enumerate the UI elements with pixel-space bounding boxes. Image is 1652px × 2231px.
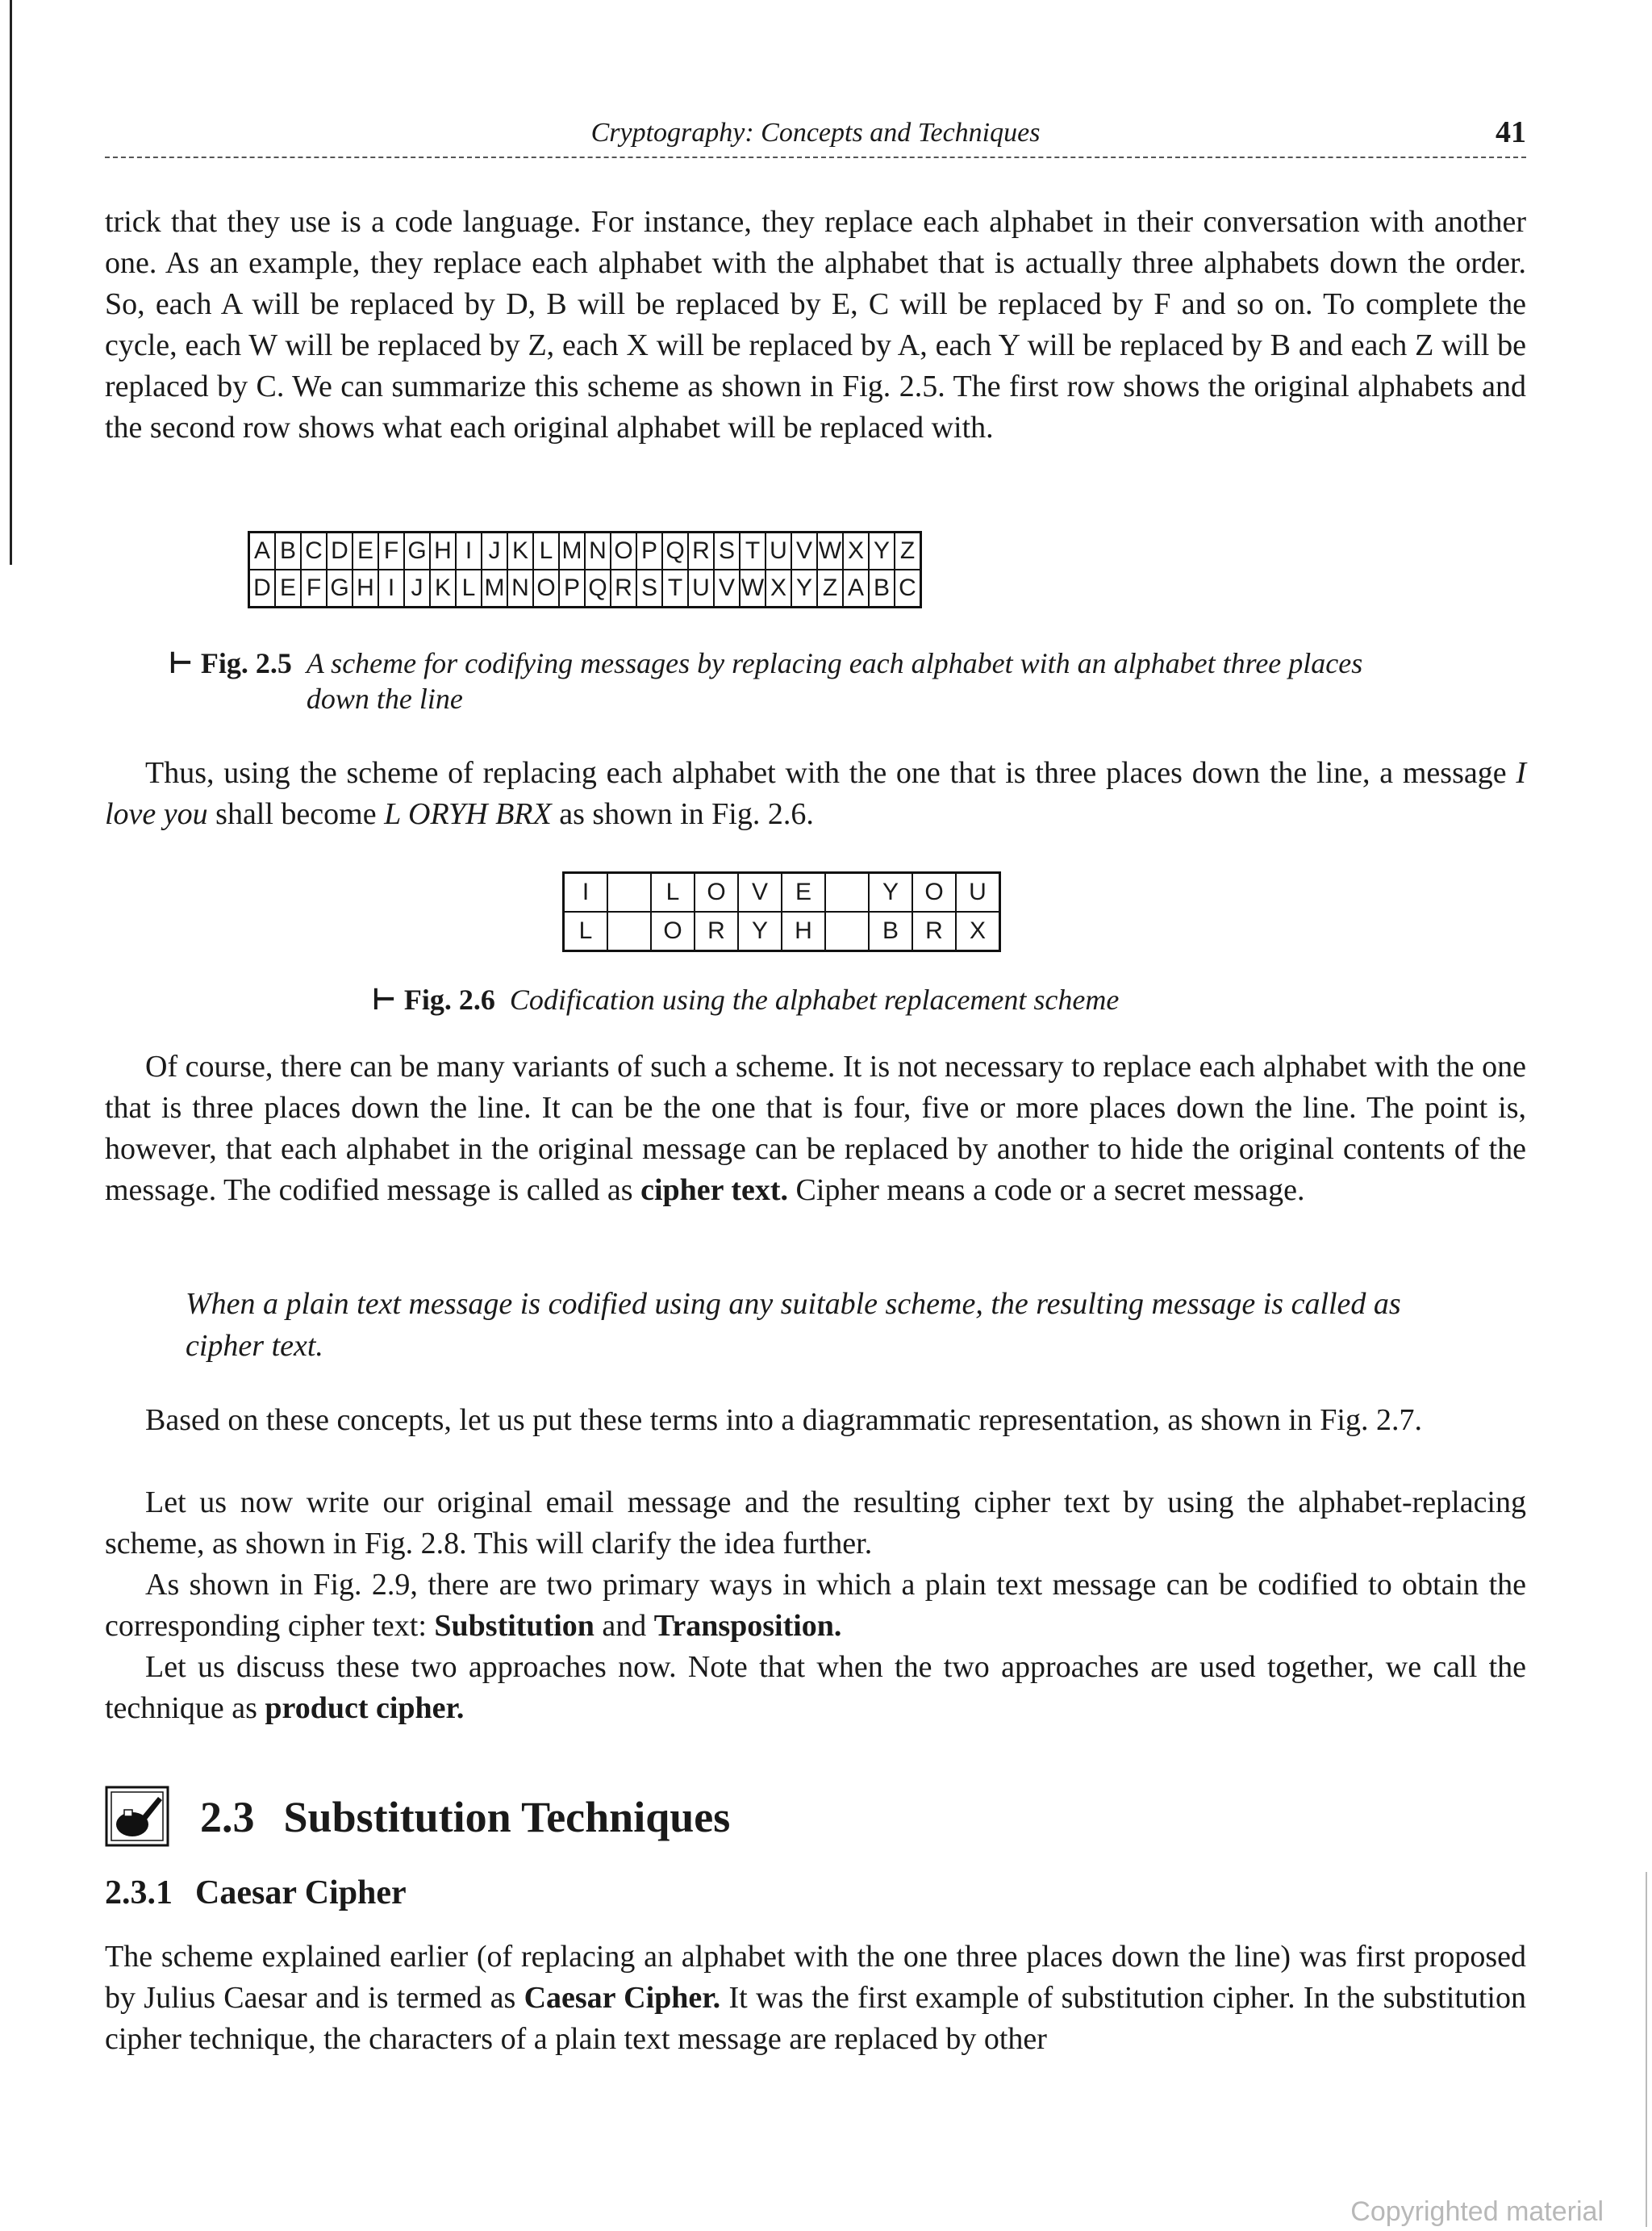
- table-cell-plain: I: [564, 873, 608, 913]
- table-cell-plain: E: [782, 873, 825, 913]
- table-cell-cipher: H: [782, 912, 825, 951]
- fig-2-5-caption-text: A scheme for codifying messages by replacing each alphabet with an alphabet three places down the line: [306, 647, 1363, 715]
- table-cell-original: T: [740, 533, 766, 570]
- table-cell-replaced: A: [843, 570, 869, 608]
- table-cell-replaced: F: [301, 570, 327, 608]
- table-cell-original: Z: [895, 533, 921, 570]
- table-cell-original: C: [301, 533, 327, 570]
- table-cell-replaced: T: [662, 570, 688, 608]
- table-cell-plain: O: [695, 873, 738, 913]
- table-cell-original: G: [404, 533, 430, 570]
- table-cell-original: V: [791, 533, 817, 570]
- table-row-cipher: [564, 912, 1000, 951]
- table-cell-cipher: Y: [738, 912, 782, 951]
- table-cell-cipher: X: [956, 912, 1000, 951]
- paragraph-love-you: Thus, using the scheme of replacing each alphabet with the one that is three places down the line, a message I love you shall become L ORYH BRX as shown in Fig. 2.6.: [105, 756, 1526, 831]
- table-cell-replaced: R: [611, 570, 636, 608]
- term-caesar-cipher: Caesar Cipher.: [524, 1981, 721, 2015]
- page-number: 41: [1496, 115, 1526, 149]
- table-cell-replaced: O: [533, 570, 559, 608]
- table-row-original: [249, 533, 921, 570]
- table-cell-original: M: [559, 533, 585, 570]
- table-cell-replaced: V: [714, 570, 740, 608]
- copyright-watermark: Copyrighted material: [1350, 2196, 1604, 2227]
- table-cell-replaced: E: [275, 570, 301, 608]
- table-cell-original: N: [585, 533, 611, 570]
- table-cell-replaced: P: [559, 570, 585, 608]
- section-heading: [105, 1786, 1526, 1850]
- table-cell-original: W: [817, 533, 843, 570]
- table-cell-replaced: W: [740, 570, 766, 608]
- paragraph-product-cipher: Let us discuss these two approaches now. Note that when the two approaches are used together, we call the technique as product cipher.: [105, 1650, 1526, 1725]
- table-cell-plain: O: [912, 873, 956, 913]
- paragraph-intro: trick that they use is a code language. For instance, they replace each alphabet in their conversation with another one. As an example, they replace each alphabet with the alphabet that is actually three alphabets down the order. So, each A will be replaced by D, B will be replaced by E, C will be replaced by F and so on. To complete the cycle, each W will be replaced by Z, each X will be replaced by A, each Y will be replaced by B and each Z will be replaced by C. We can summarize this scheme as shown in Fig. 2.5. The first row shows the original alphabets and the second row shows what each original alphabet will be replaced with.: [105, 205, 1526, 445]
- table-cell-original: K: [507, 533, 533, 570]
- paragraph-primary-ways: As shown in Fig. 2.9, there are two primary ways in which a plain text message can be codified to obtain the corresponding cipher text: Substitution and Transposition.: [105, 1568, 1526, 1643]
- table-cell-original: P: [636, 533, 662, 570]
- table-cell-cipher: R: [695, 912, 738, 951]
- paragraph-concepts: Based on these concepts, let us put these terms into a diagrammatic representation, as shown in Fig. 2.7.: [145, 1403, 1422, 1437]
- fig-2-5-label: ⊢ Fig. 2.5: [168, 647, 292, 679]
- table-cell-replaced: M: [482, 570, 507, 608]
- table-cell-cipher: L: [564, 912, 608, 951]
- table-cell-replaced: U: [688, 570, 714, 608]
- table-cell-plain: [607, 873, 651, 913]
- fig-2-5-table: [248, 531, 922, 608]
- table-cell-original: Q: [662, 533, 688, 570]
- table-cell-original: R: [688, 533, 714, 570]
- definition-callout: When a plain text message is codified using any suitable scheme, the resulting message is called as cipher text.: [186, 1287, 1401, 1363]
- table-cell-replaced: Y: [791, 570, 817, 608]
- fig-2-6-caption: [371, 982, 1339, 1017]
- table-cell-cipher: R: [912, 912, 956, 951]
- table-cell-cipher: O: [651, 912, 695, 951]
- table-cell-plain: [825, 873, 869, 913]
- table-cell-cipher: [825, 912, 869, 951]
- table-row-replaced: [249, 570, 921, 608]
- table-row-plain: [564, 873, 1000, 913]
- table-cell-plain: V: [738, 873, 782, 913]
- term-product-cipher: product cipher.: [265, 1691, 465, 1725]
- table-cell-replaced: Q: [585, 570, 611, 608]
- table-cell-original: E: [353, 533, 378, 570]
- table-cell-original: Y: [869, 533, 895, 570]
- table-cell-original: O: [611, 533, 636, 570]
- table-cell-replaced: K: [430, 570, 456, 608]
- book-page: [105, 0, 1526, 2231]
- table-cell-plain: Y: [869, 873, 912, 913]
- table-cell-replaced: H: [353, 570, 378, 608]
- table-cell-original: B: [275, 533, 301, 570]
- fig-2-5-caption: [168, 645, 1458, 717]
- table-cell-original: I: [456, 533, 482, 570]
- italic-plain-message: I love you: [105, 756, 1526, 831]
- table-cell-replaced: Z: [817, 570, 843, 608]
- table-cell-replaced: X: [766, 570, 791, 608]
- term-cipher-text: cipher text.: [640, 1173, 788, 1207]
- table-cell-replaced: I: [378, 570, 404, 608]
- term-substitution: Substitution: [434, 1609, 594, 1643]
- fig-2-6-table: [562, 871, 1001, 952]
- subsection-title: 2.3.1 Caesar Cipher: [105, 1874, 407, 1911]
- table-cell-plain: L: [651, 873, 695, 913]
- paragraph-email: Let us now write our original email message and the resulting cipher text by using the alphabet-replacing scheme, as shown in Fig. 2.8. This will clarify the idea further.: [105, 1485, 1526, 1560]
- table-cell-original: A: [249, 533, 276, 570]
- table-cell-original: D: [327, 533, 353, 570]
- section-title: 2.3 Substitution Techniques: [200, 1793, 731, 1841]
- table-cell-original: H: [430, 533, 456, 570]
- pointing-hand-icon: [105, 1786, 169, 1847]
- running-header: [105, 113, 1526, 158]
- fig-2-6-label: ⊢ Fig. 2.6: [371, 984, 495, 1016]
- page-spine-line: [10, 0, 12, 565]
- table-cell-original: L: [533, 533, 559, 570]
- table-cell-replaced: S: [636, 570, 662, 608]
- table-cell-replaced: N: [507, 570, 533, 608]
- fig-2-6-caption-text: Codification using the alphabet replacement scheme: [509, 984, 1120, 1016]
- table-cell-replaced: J: [404, 570, 430, 608]
- table-cell-replaced: D: [249, 570, 276, 608]
- table-cell-replaced: L: [456, 570, 482, 608]
- table-cell-cipher: B: [869, 912, 912, 951]
- table-cell-original: S: [714, 533, 740, 570]
- table-cell-original: F: [378, 533, 404, 570]
- table-cell-original: X: [843, 533, 869, 570]
- table-cell-original: U: [766, 533, 791, 570]
- table-cell-replaced: C: [895, 570, 921, 608]
- paragraph-caesar: The scheme explained earlier (of replacing an alphabet with the one three places down the line) was first proposed by Julius Caesar and is termed as Caesar Cipher. It was the first example of substitution cipher. In the substitution cipher technique, the characters of a plain text message are replaced by other: [105, 1940, 1526, 2056]
- table-cell-original: J: [482, 533, 507, 570]
- page-edge-mark: [1646, 1872, 1647, 2227]
- running-title: Cryptography: Concepts and Techniques: [590, 118, 1041, 148]
- table-cell-replaced: B: [869, 570, 895, 608]
- table-cell-replaced: G: [327, 570, 353, 608]
- term-transposition: Transposition.: [653, 1609, 842, 1643]
- italic-cipher-message: L ORYH BRX: [384, 797, 552, 831]
- paragraph-variants: Of course, there can be many variants of such a scheme. It is not necessary to replace each alphabet with the one that is three places down the line. It can be the one that is four, five or more places down the line. The point is, however, that each alphabet in the original message can be replaced by another to hide the original contents of the message. The codified message is called as cipher text. Cipher means a code or a secret message.: [105, 1050, 1526, 1207]
- table-cell-cipher: [607, 912, 651, 951]
- table-cell-plain: U: [956, 873, 1000, 913]
